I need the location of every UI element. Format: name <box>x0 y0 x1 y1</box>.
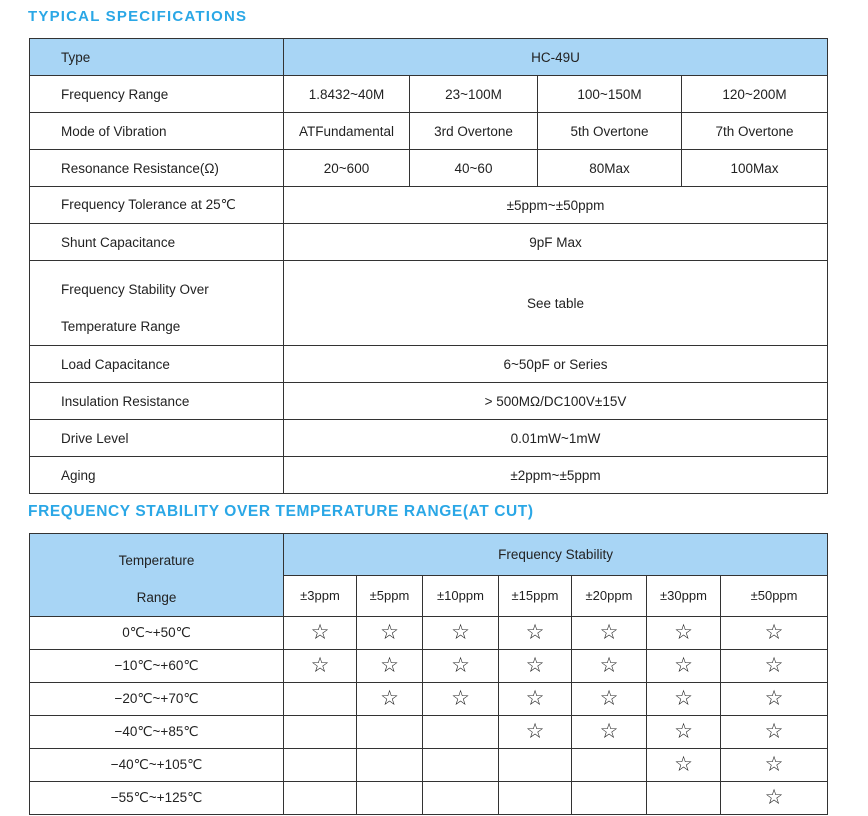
star-icon: ☆ <box>674 687 693 710</box>
stability-cell <box>572 716 647 749</box>
typical-specifications-title: TYPICAL SPECIFICATIONS <box>28 8 248 25</box>
aging-value: ±2ppm~±5ppm <box>284 457 828 494</box>
stability-cell <box>499 650 572 683</box>
star-icon: ☆ <box>764 687 784 710</box>
frequency-range-value: 100~150M <box>538 76 682 113</box>
stability-cell <box>572 782 647 815</box>
type-value: HC-49U <box>284 39 828 76</box>
type-label: Type <box>30 39 284 76</box>
stability-cell <box>647 650 721 683</box>
temperature-range-label: −20℃~+70℃ <box>30 683 284 716</box>
insulation-resistance-label: Insulation Resistance <box>30 383 284 420</box>
type-row <box>30 39 828 76</box>
star-icon: ☆ <box>380 621 399 644</box>
stability-cell <box>423 683 499 716</box>
temperature-range-row <box>30 749 828 782</box>
star-icon: ☆ <box>674 621 693 644</box>
stability-cell <box>721 782 828 815</box>
temperature-range-label: −55℃~+125℃ <box>30 782 284 815</box>
frequency-range-value: 120~200M <box>682 76 828 113</box>
stability-cell <box>647 617 721 650</box>
ppm-header: ±10ppm <box>423 575 499 617</box>
temperature-range-label: −40℃~+85℃ <box>30 716 284 749</box>
resonance-resistance-value: 80Max <box>538 150 682 187</box>
star-icon: ☆ <box>380 687 399 710</box>
stability-cell <box>721 716 828 749</box>
star-icon: ☆ <box>764 621 784 644</box>
frequency-tolerance-value: ±5ppm~±50ppm <box>284 187 828 224</box>
load-capacitance-value: 6~50pF or Series <box>284 346 828 383</box>
frequency-stability-header: Frequency Stability <box>284 534 828 576</box>
ppm-header: ±20ppm <box>572 575 647 617</box>
frequency-stability-table <box>29 533 828 815</box>
stability-cell <box>499 683 572 716</box>
ppm-header: ±3ppm <box>284 575 357 617</box>
star-icon: ☆ <box>380 654 399 677</box>
star-icon: ☆ <box>599 720 619 743</box>
insulation-resistance-row <box>30 383 828 420</box>
resonance-resistance-value: 40~60 <box>410 150 538 187</box>
star-icon: ☆ <box>764 654 784 677</box>
stability-cell <box>499 716 572 749</box>
star-icon: ☆ <box>310 654 330 677</box>
stability-cell <box>357 716 423 749</box>
stability-cell <box>284 650 357 683</box>
typical-specifications-table <box>29 38 828 494</box>
load-capacitance-label: Load Capacitance <box>30 346 284 383</box>
drive-level-value: 0.01mW~1mW <box>284 420 828 457</box>
drive-level-label: Drive Level <box>30 420 284 457</box>
mode-of-vibration-value: ATFundamental <box>284 113 410 150</box>
drive-level-row <box>30 420 828 457</box>
temperature-range-label: −40℃~+105℃ <box>30 749 284 782</box>
stability-rows <box>30 617 828 815</box>
temperature-range-label: 0℃~+50℃ <box>30 617 284 650</box>
ppm-header: ±50ppm <box>721 575 828 617</box>
star-icon: ☆ <box>525 621 545 644</box>
shunt-capacitance-row <box>30 224 828 261</box>
star-icon: ☆ <box>764 786 784 809</box>
stability-cell <box>284 716 357 749</box>
stability-cell <box>423 782 499 815</box>
star-icon: ☆ <box>674 720 693 743</box>
star-icon: ☆ <box>599 654 619 677</box>
stability-header-row <box>30 534 828 576</box>
frequency-range-row <box>30 76 828 113</box>
ppm-header: ±30ppm <box>647 575 721 617</box>
frequency-range-label: Frequency Range <box>30 76 284 113</box>
stability-cell <box>647 716 721 749</box>
star-icon: ☆ <box>310 621 330 644</box>
stability-cell <box>572 683 647 716</box>
stability-cell <box>721 683 828 716</box>
stability-cell <box>357 749 423 782</box>
stability-cell <box>721 650 828 683</box>
star-icon: ☆ <box>525 687 545 710</box>
shunt-capacitance-label: Shunt Capacitance <box>30 224 284 261</box>
star-icon: ☆ <box>525 720 545 743</box>
load-capacitance-row <box>30 346 828 383</box>
shunt-capacitance-value: 9pF Max <box>284 224 828 261</box>
stability-cell <box>284 683 357 716</box>
resonance-resistance-label: Resonance Resistance(Ω) <box>30 150 284 187</box>
star-icon: ☆ <box>764 753 784 776</box>
frequency-stability-value: See table <box>284 261 828 346</box>
stability-cell <box>284 782 357 815</box>
temperature-range-row <box>30 683 828 716</box>
stability-cell <box>647 782 721 815</box>
stability-cell <box>499 749 572 782</box>
insulation-resistance-value: > 500MΩ/DC100V±15V <box>284 383 828 420</box>
stability-cell <box>647 683 721 716</box>
temperature-header-line2: Range <box>136 590 177 605</box>
stability-cell <box>499 617 572 650</box>
stability-cell <box>423 650 499 683</box>
stability-cell <box>647 749 721 782</box>
mode-of-vibration-value: 5th Overtone <box>538 113 682 150</box>
temperature-range-row <box>30 782 828 815</box>
stability-cell <box>572 617 647 650</box>
temperature-range-row <box>30 617 828 650</box>
stability-cell <box>357 782 423 815</box>
stability-cell <box>357 650 423 683</box>
mode-of-vibration-value: 7th Overtone <box>682 113 828 150</box>
stability-cell <box>423 749 499 782</box>
mode-of-vibration-row <box>30 113 828 150</box>
frequency-stability-label <box>30 261 284 346</box>
resonance-resistance-row <box>30 150 828 187</box>
ppm-header: ±15ppm <box>499 575 572 617</box>
aging-label: Aging <box>30 457 284 494</box>
frequency-stability-label-line2: Temperature Range <box>61 319 181 334</box>
stability-cell <box>357 683 423 716</box>
frequency-tolerance-row <box>30 187 828 224</box>
stability-cell <box>423 617 499 650</box>
star-icon: ☆ <box>451 654 470 677</box>
stability-cell <box>721 617 828 650</box>
star-icon: ☆ <box>674 654 693 677</box>
temperature-range-label: −10℃~+60℃ <box>30 650 284 683</box>
frequency-stability-row <box>30 261 828 346</box>
stability-cell <box>721 749 828 782</box>
stability-cell <box>357 617 423 650</box>
stability-cell <box>499 782 572 815</box>
frequency-stability-label-line1: Frequency Stability Over <box>61 282 209 297</box>
aging-row <box>30 457 828 494</box>
star-icon: ☆ <box>451 621 470 644</box>
stability-cell <box>284 749 357 782</box>
star-icon: ☆ <box>451 687 470 710</box>
stability-cell <box>284 617 357 650</box>
resonance-resistance-value: 100Max <box>682 150 828 187</box>
frequency-range-value: 23~100M <box>410 76 538 113</box>
ppm-header: ±5ppm <box>357 575 423 617</box>
frequency-tolerance-label: Frequency Tolerance at 25℃ <box>30 187 284 224</box>
star-icon: ☆ <box>764 720 784 743</box>
temperature-range-row <box>30 716 828 749</box>
temperature-header-line1: Temperature <box>118 553 195 568</box>
star-icon: ☆ <box>599 621 619 644</box>
mode-of-vibration-label: Mode of Vibration <box>30 113 284 150</box>
stability-cell <box>423 716 499 749</box>
stability-cell <box>572 749 647 782</box>
star-icon: ☆ <box>674 753 693 776</box>
star-icon: ☆ <box>599 687 619 710</box>
temperature-range-header <box>30 534 284 617</box>
temperature-range-row <box>30 650 828 683</box>
resonance-resistance-value: 20~600 <box>284 150 410 187</box>
star-icon: ☆ <box>525 654 545 677</box>
stability-cell <box>572 650 647 683</box>
mode-of-vibration-value: 3rd Overtone <box>410 113 538 150</box>
frequency-range-value: 1.8432~40M <box>284 76 410 113</box>
stability-table-title: FREQUENCY STABILITY OVER TEMPERATURE RANGE(AT CUT) <box>28 503 534 520</box>
